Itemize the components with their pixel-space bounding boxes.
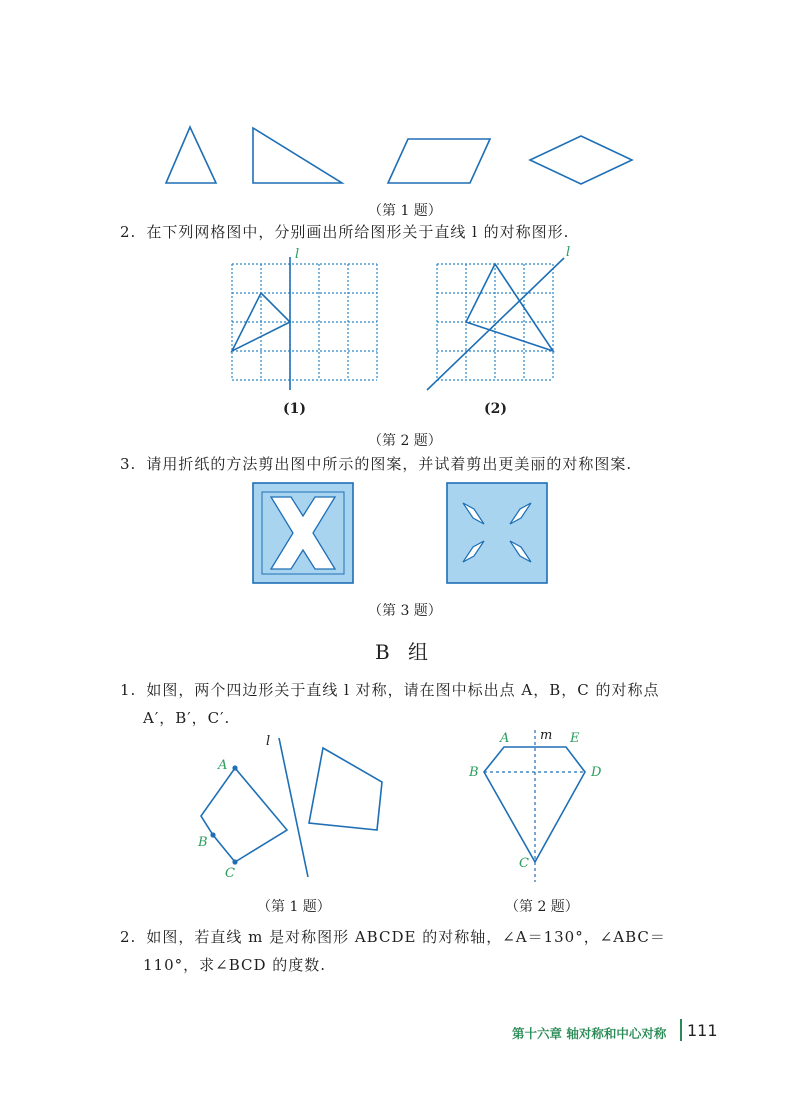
b-fig2-label-e: E	[570, 731, 580, 746]
b-fig2-label-c: C	[519, 856, 529, 871]
b-fig2-label-d: D	[591, 765, 602, 780]
section-heading-b: B 组	[375, 640, 435, 664]
footer-divider	[680, 1019, 682, 1041]
b-fig1-caption: （第 1 题）	[257, 899, 331, 915]
grid1-line-label: l	[295, 247, 300, 262]
page-number: 111	[687, 1021, 718, 1040]
b-fig2-label-m: m	[540, 728, 553, 743]
problem-3-number: 3.	[120, 455, 137, 473]
b-problem-1-line1: 如图，两个四边形关于直线 l 对称，请在图中标出点 A，B，C 的对称点	[146, 681, 660, 699]
grid2-line-label: l	[566, 245, 571, 260]
b-fig1-label-c: C	[225, 866, 235, 881]
b-problem-2-continued: 110°，求∠BCD 的度数.	[143, 956, 327, 974]
b-fig1-label-a: A	[218, 758, 228, 773]
problem-2-text: 在下列网格图中，分别画出所给图形关于直线 l 的对称图形.	[146, 223, 570, 241]
fig1-caption: （第 1 题）	[368, 203, 442, 219]
grid2-caption: (2)	[484, 401, 507, 417]
b-fig1-label-l: l	[266, 734, 271, 749]
fig2-caption: （第 2 题）	[368, 433, 442, 449]
problem-3-text: 请用折纸的方法剪出图中所示的图案，并试着剪出更美丽的对称图案.	[146, 455, 633, 473]
b-fig1-label-b: B	[198, 835, 208, 850]
problem-2-number: 2.	[120, 223, 137, 241]
b-problem-2-line1: 如图，若直线 m 是对称图形 ABCDE 的对称轴，∠A＝130°，∠ABC＝	[146, 928, 666, 946]
fig3-caption: （第 3 题）	[368, 603, 442, 619]
footer-chapter: 第十六章 轴对称和中心对称	[512, 1026, 667, 1041]
b-problem-1-continued: A′，B′，C′.	[143, 709, 231, 727]
b-fig2-label-b: B	[469, 765, 479, 780]
b-problem-2	[120, 923, 666, 951]
b-problem-2-number: 2.	[120, 928, 137, 946]
grid1-caption: (1)	[283, 401, 306, 417]
b-fig2-label-a: A	[500, 731, 510, 746]
b-fig2-caption: （第 2 题）	[505, 899, 579, 915]
b-problem-1-number: 1.	[120, 681, 137, 699]
